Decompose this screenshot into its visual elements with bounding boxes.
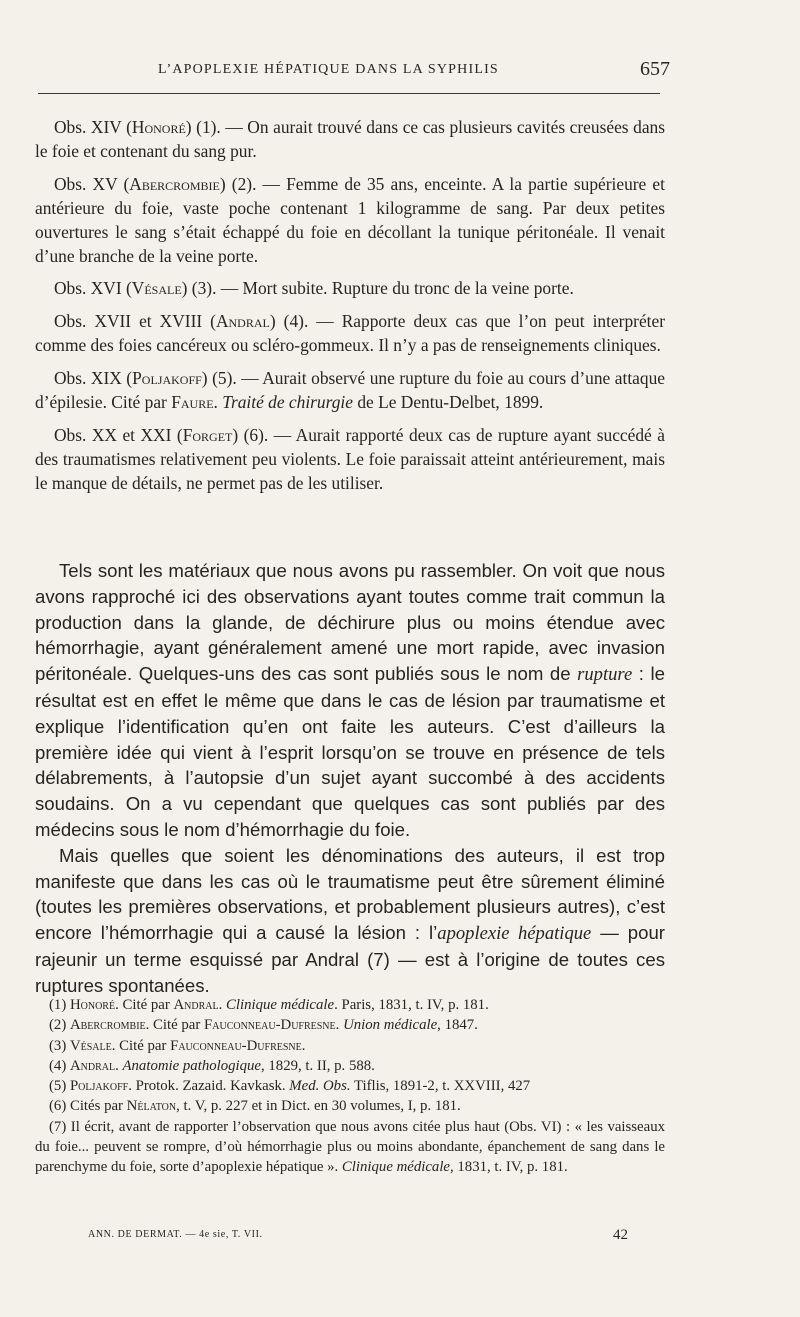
- footnote-text: .: [218, 997, 226, 1013]
- observation-16: [35, 277, 665, 301]
- footnote-text: . Cité par: [145, 1017, 205, 1034]
- header-rule: [38, 93, 660, 94]
- obs-text: ) (3). — Mort subite. Rupture du tronc de la veine porte.: [181, 278, 574, 299]
- running-head: [40, 58, 670, 84]
- footnote-5: [35, 1076, 665, 1096]
- obs-text: .: [213, 392, 223, 413]
- obs-label: Obs. XVII et XVIII (: [54, 311, 216, 332]
- footnote-1: [35, 995, 665, 1015]
- observation-15: [35, 173, 665, 269]
- obs-author: Honoré: [131, 117, 186, 137]
- footnote-text: , t. V, p. 227 et in Dict. en 30 volumes, I, p. 181.: [176, 1098, 461, 1115]
- footnote-title: Anatomie pathologique: [122, 1057, 261, 1074]
- footnote-text: (7) Il écrit, avant de rapporter l’observation que nous avons citée plus haut (Obs. VI) : « les vaisseaux du foie... peuvent se rompre, d’où hémorrhagie plus ou moins abondante, épanchement de sang dans le parenchyme du foie, sorte d’apoplexie hépatique ».: [35, 1118, 665, 1176]
- footnote-author: Fauconneau-Dufresne: [170, 1037, 302, 1054]
- footnotes: [35, 995, 665, 1178]
- footnote-author: Andral: [69, 1057, 116, 1074]
- footnote-text: , 1829, t. II, p. 588.: [261, 1057, 375, 1074]
- footnote-text: . Paris, 1831, t. IV, p. 181.: [334, 997, 489, 1013]
- footnote-6: [35, 1096, 665, 1116]
- obs-author: Abercrombie: [129, 173, 220, 194]
- obs-label: Obs. XV (: [54, 173, 130, 194]
- main-text-run: Mais quelles que soient les dénominations des auteurs, il est trop manifeste que dans les cas où le traumatisme peut être sûrement éliminé (toutes les premières observations, et probablement plusieurs autres), c’est encore l’hémorrhagie qui a causé la lésion : l’: [35, 844, 665, 944]
- obs-book-title: Traité de chirurgie: [222, 392, 353, 413]
- footnote-number: (1): [49, 997, 70, 1013]
- footnote-title: Clinique médicale: [341, 1159, 450, 1176]
- obs-label: Obs. XVI (: [54, 278, 132, 299]
- footnote-title: Union médicale: [343, 1017, 438, 1034]
- observation-20-21: [35, 424, 665, 496]
- main-paragraph-1: [35, 558, 665, 843]
- running-title: L’APOPLEXIE HÉPATIQUE DANS LA SYPHILIS: [158, 62, 499, 77]
- observation-19: [35, 367, 665, 415]
- observations-section: [35, 116, 665, 505]
- footnote-author: Honoré: [69, 997, 116, 1013]
- main-text-run: : le résultat est en effet le même que dans le cas de lésion par traumatisme et explique l’identification qu’en ont faite les auteurs. C’est d’ailleurs la première idée qui vient à l’esprit lorsqu’on se trouve en présence de tels délabrements, à l’autopsie d’un sujet ayant succombé à des accidents soudains. On a vu cependant que quelques cas sont publiés par des médecins sous le nom d’hémorrhagie du foie.: [35, 663, 665, 840]
- obs-text: ) (1). — On aurait trouvé dans ce cas plusieurs cavités creusées dans le foie et contenant du sang pur.: [35, 117, 666, 161]
- obs-text: ) (2). — Femme de 35 ans, enceinte. A la partie supérieure et antérieure du foie, vaste poche contenant 1 kilogramme de sang. Par deux petites ouvertures le sang s’était échappé du foie en décollant la tunique péritonéale. Il venait d’une branche de la veine porte.: [35, 173, 665, 266]
- footnote-author: Vésale: [69, 1037, 112, 1054]
- footnote-text: Tiflis, 1891-2, t. XXVIII, 427: [350, 1078, 531, 1095]
- main-text-run: — pour rajeunir un terme esquissé par Andral (7) — est à l’origine de toutes ces ruptures spontanées.: [35, 922, 666, 996]
- footnote-author: Nélaton: [126, 1098, 177, 1115]
- obs-text: de Le Dentu-Delbet, 1899.: [352, 392, 544, 413]
- obs-text: ) (4). — Rapporte deux cas que l’on peut interpréter comme des foies cancéreux ou scléro-gommeux. Il n’y a pas de renseignements cliniques.: [35, 311, 666, 356]
- footnote-text: . Protok. Zazaid. Kavkask.: [128, 1078, 290, 1095]
- footnote-text: . Cité par: [115, 997, 174, 1013]
- footnote-text: .: [301, 1037, 306, 1054]
- observation-14: [35, 116, 665, 164]
- signature-line: [88, 1227, 628, 1247]
- footnote-text: .: [115, 1057, 123, 1074]
- main-text-run: Tels sont les matériaux que nous avons pu rassembler. On voit que nous avons rapproché ici des observations ayant toutes comme trait commun la production dans la glande, de déchirure plus ou moins étendue avec hémorrhagie, ayant généralement amené une mort rapide, avec invasion péritonéale. Quelques-uns des cas sont publiés sous le nom de: [35, 560, 665, 685]
- footnote-author: Fauconneau-Dufresne: [204, 1017, 336, 1034]
- footnote-text: . Cité par: [111, 1037, 171, 1054]
- footnote-number: (4): [49, 1057, 70, 1074]
- term-apoplexie-hepatique: apoplexie hépatique: [437, 923, 592, 945]
- footnote-number: (2): [49, 1017, 70, 1034]
- obs-author: Poljakoff: [132, 368, 202, 389]
- main-text: [35, 558, 665, 999]
- footnote-2: [35, 1015, 665, 1035]
- footnote-author: Andral: [173, 997, 219, 1013]
- obs-author-cited: Faure: [171, 392, 214, 413]
- footnote-number: (5): [49, 1078, 70, 1095]
- page-number: 657: [640, 58, 670, 80]
- footnote-7: [35, 1117, 665, 1178]
- footnote-3: [35, 1036, 665, 1056]
- obs-text: ) (5). — Aurait observé une rupture du foie au cours d’une attaque d’épilesie. Cité par: [35, 368, 665, 413]
- obs-label: Obs. XIX (: [54, 368, 133, 389]
- obs-text: ) (6). — Aurait rapporté deux cas de rupture ayant succédé à des traumatismes relativement peu violents. Le foie paraissait atteint antérieurement, mais le manque de détails, ne permet pas de les utiliser.: [35, 424, 665, 493]
- footnote-title: Clinique médicale: [226, 997, 335, 1013]
- footnote-text: .: [335, 1017, 344, 1034]
- sheet-signature: 42: [613, 1227, 628, 1243]
- main-paragraph-2: [35, 843, 665, 999]
- obs-author: Forget: [182, 424, 233, 445]
- observation-17-18: [35, 310, 665, 358]
- footnote-text: , 1847.: [437, 1017, 478, 1034]
- footnote-4: [35, 1056, 665, 1076]
- term-rupture: rupture: [577, 664, 633, 686]
- obs-label: Obs. XIV (: [54, 117, 132, 137]
- journal-signature: ANN. DE DERMAT. — 4e sie, T. VII.: [88, 1229, 263, 1240]
- obs-author: Vésale: [131, 278, 182, 299]
- footnote-number: (6) Cités par: [49, 1098, 127, 1115]
- footnote-title: Med. Obs.: [289, 1078, 351, 1095]
- footnote-author: Poljakoff: [69, 1078, 129, 1095]
- obs-author: Andral: [215, 311, 270, 332]
- footnote-text: , 1831, t. IV, p. 181.: [450, 1159, 568, 1176]
- footnote-author: Abercrombie: [69, 1017, 146, 1034]
- footnote-number: (3): [49, 1037, 70, 1054]
- obs-label: Obs. XX et XXI (: [54, 424, 183, 445]
